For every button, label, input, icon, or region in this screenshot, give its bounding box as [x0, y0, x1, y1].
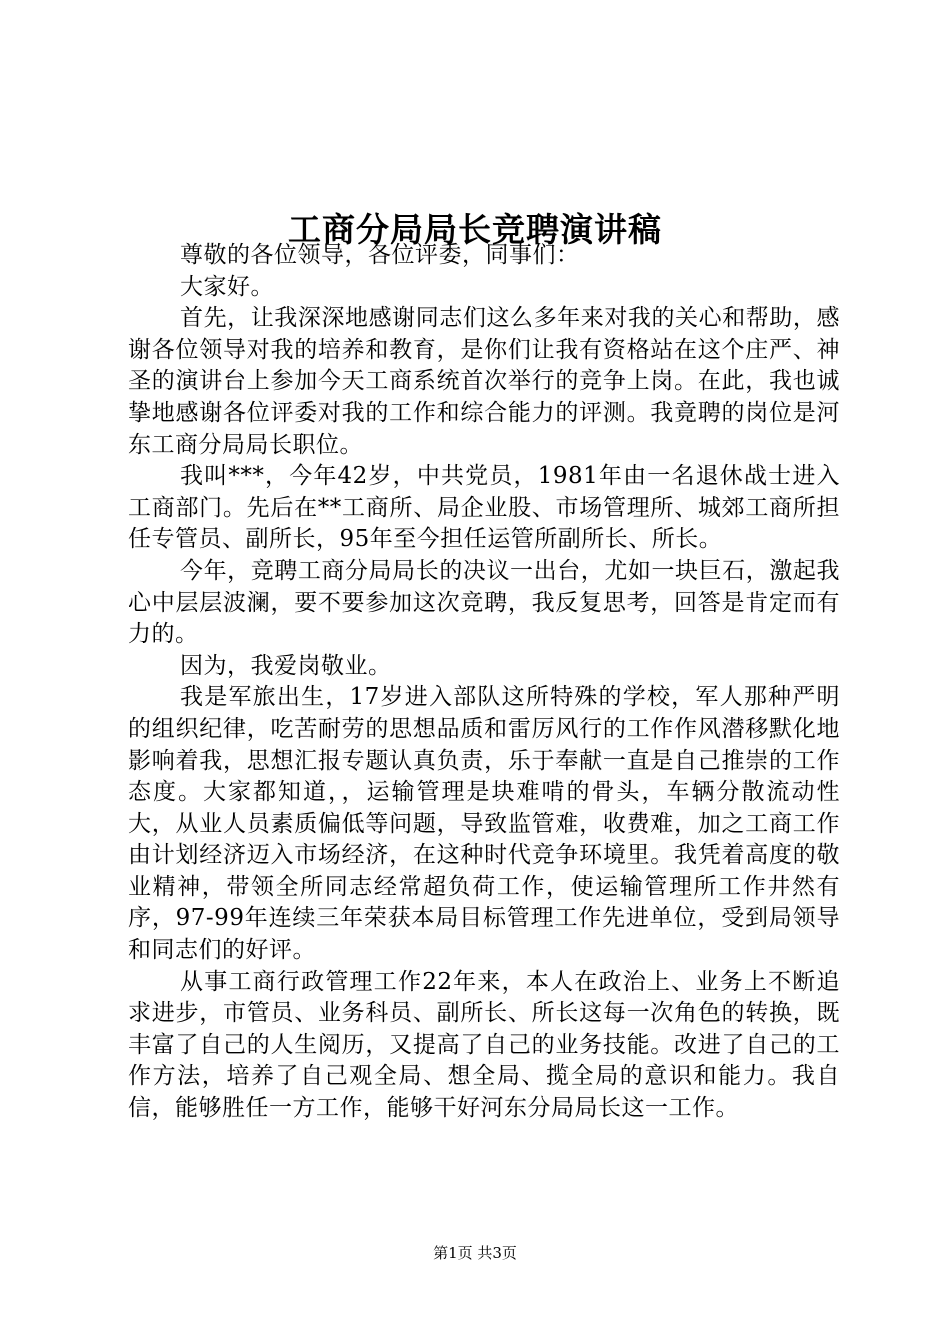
paragraph-motivation: 今年，竞聘工商分局局长的决议一出台，尤如一块巨石，激起我心中层层波澜，要不要参加这次竞聘，我反复思考，回答是肯定而有力的。 — [128, 557, 840, 648]
paragraph-thanks: 首先，让我深深地感谢同志们这么多年来对我的关心和帮助，感谢各位领导对我的培养和教育，是你们让我有资格站在这个庄严、神圣的演讲台上参加今天工商系统首次举行的竞争上岗。在此，我也诚挚地感谢各位评委对我的工作和综合能力的评测。我竟聘的岗位是河东工商分局局长职位。 — [128, 305, 840, 458]
paragraph-military-background: 我是军旅出生，17岁进入部队这所特殊的学校，军人那种严明的组织纪律，吃苦耐劳的思想品质和雷厉风行的工作作风潜移默化地影响着我，思想汇报专题认真负责，乐于奉献一直是自己推崇的工作态度。大家都知道，，运输管理是块难啃的骨头，车辆分散流动性大，从业人员素质偏低等问题，导致监管难，收费难，加之工商工作由计划经济迈入市场经济，在这种时代竞争环境里。我凭着高度的敬业精神，带领全所同志经常超负荷工作，使运输管理所工作井然有序，97-99年连续三年荣获本局目标管理工作先进单位，受到局领导和同志们的好评。 — [128, 684, 840, 964]
paragraph-introduction: 我叫***，今年42岁，中共党员，1981年由一名退休战士进入工商部门。先后在**工商所、局企业股、市场管理所、城郊工商所担任专管员、副所长，95年至今担任运管所副所长、所长。 — [128, 463, 840, 553]
paragraph-salutation: 尊敬的各位领导，各位评委，同事们： — [180, 242, 580, 268]
document-body — [128, 240, 840, 1125]
paragraph-experience: 从事工商行政管理工作22年来，本人在政治上、业务上不断追求进步，市管员、业务科员、副所长、所长这每一次角色的转换，既丰富了自己的人生阅历，又提高了自己的业务技能。改进了自己的工作方法，培养了自己观全局、想全局、揽全局的意识和能力。我自信，能够胜任一方工作，能够干好河东分局局长这一工作。 — [128, 968, 840, 1122]
paragraph-reason: 因为，我爱岗敬业。 — [180, 652, 392, 679]
paragraph-greeting: 大家好。 — [180, 273, 274, 300]
document-title: 工商分局局长竞聘演讲稿 — [288, 210, 662, 250]
page-number-footer: 第1页 共3页 — [433, 1244, 517, 1262]
